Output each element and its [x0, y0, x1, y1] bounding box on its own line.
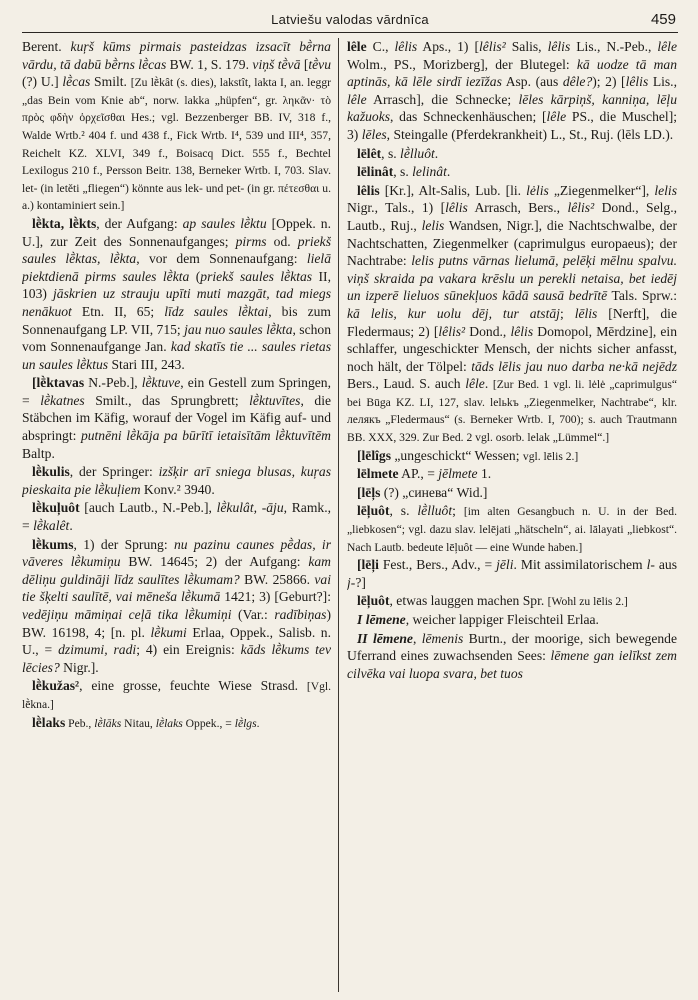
entry-text: (: [189, 268, 201, 284]
dictionary-entry: [22, 677, 331, 712]
entry-text: kad skatīs tie ... saules rietas un saules lḕktus: [22, 339, 331, 372]
entry-text: līdz saules lḕktai: [164, 303, 269, 319]
entry-text: Berent.: [22, 39, 71, 54]
entry-text: , 1) der Sprung:: [73, 536, 174, 552]
entry-text: jēli: [496, 557, 514, 573]
entry-text: lēmene gan ielīkst zem cilvēka vai luopa svara, bet tuos: [347, 648, 677, 681]
dictionary-entry: [347, 484, 677, 502]
headword: [lḕktavas: [32, 375, 85, 391]
entry-text: , s.: [393, 164, 413, 180]
entry-text: lēmenis: [421, 630, 464, 646]
entry-text: Wandsen, Nigr.], die Nachtschwalbe, der Nachtschatten, Ziegenmelker (caprimulgus europaeus); der Nachtrabe:: [347, 217, 677, 269]
entry-text: ap saules lḕktu: [182, 215, 267, 231]
dictionary-entry: [347, 611, 677, 629]
entry-text: , weicher lappiger Fleischteil Erlaa.: [405, 612, 599, 627]
entry-text: [Zu lḕkât (s. dies), lakstît, lakta I, an. leggr „das Bein vom Knie ab“, norw. lakka „hüpfen“, gr. ληκᾶν· τὸ πρὸς φδὴν ὀρχεῖσθαι Hes.; vgl. Bezzenberger BB. IV, 318 f., Walde Wrtb.² 404 f. und 438 f., Fick Wrtb. I⁴, 539 und III⁴, 357, Reichelt KZ. XLVI, 349 f., Boisacq Dict. 555 f., Bechtel Lexilogus 210 f., Persson Beitr. 138, Berneker Wrtb. I, 703. Slav. let- (in letěti „fliegen“) könnte aus lek- und pet- (in gr. πέτεσθαι u. a.) kontaminiert sein.]: [22, 76, 331, 213]
headword: lḕkums: [32, 536, 74, 552]
entry-text: BW. 14645; 2) der Aufgang:: [120, 554, 309, 570]
dictionary-entry: [347, 182, 677, 446]
entry-text: jau nuo saules lḕkta: [184, 321, 293, 337]
headword: lēlmete: [357, 466, 399, 482]
entry-text: tāds lēlis jau nuo darba ne·kā nejēdz: [471, 358, 677, 374]
entry-text: .: [256, 716, 260, 730]
entry-text: ?]: [355, 574, 366, 590]
entry-text: lḕktuve: [141, 375, 181, 391]
entry-text: .: [484, 376, 493, 392]
entry-text: , s.: [389, 503, 418, 519]
headword: [lēlîgs: [357, 447, 391, 463]
entry-text: kuŗš kūms pirmais pasteidzas izsacīt bḕrna vārdu, tā dabū bḕrns lḕcas: [22, 39, 331, 72]
entry-text: Nitau,: [121, 716, 156, 730]
entry-text: lêle: [657, 39, 677, 54]
dictionary-entry: [347, 145, 677, 163]
entry-text: , der Aufgang:: [96, 215, 183, 231]
entry-text: , das Schneckenhäuschen; [: [390, 109, 547, 125]
entry-text: Nigr.].: [59, 659, 99, 675]
entry-text: ) BW. 16198, 4; [n. pl.: [22, 607, 331, 640]
entry-text: Bers., Laud. S. auch: [347, 376, 466, 392]
entry-text: .: [446, 164, 451, 180]
dictionary-entry: [22, 215, 331, 373]
entry-text: lḕkulât, -āju: [216, 500, 284, 516]
entry-text: lêlis²: [567, 200, 595, 216]
entry-text: Stari III, 243.: [108, 356, 185, 372]
left-column: [22, 38, 331, 994]
headword: II lēmene: [357, 630, 413, 646]
entry-text: (Var.:: [231, 607, 275, 622]
entry-text: lėlis: [526, 182, 549, 198]
entry-text: [Vgl. lḕkna.]: [22, 680, 331, 711]
entry-text: Erlaa, Oppek., Salisb. n. U., =: [22, 624, 331, 658]
entry-text: l-: [646, 557, 655, 573]
running-title: Latviešu valodas vārdnīca: [271, 12, 429, 27]
entry-text: od.: [266, 233, 298, 249]
entry-text: lḕlgs: [234, 716, 257, 730]
entry-text: lelinât: [412, 164, 447, 180]
entry-text: Burtn., der moorige, sich bewegende Uferrand eines zuwachsenden Sees:: [347, 630, 677, 664]
entry-text: vgl. lēlis 2.]: [522, 449, 579, 463]
entry-text: lēlis: [574, 305, 598, 321]
entry-text: , eine grosse, feuchte Wiese Strasd.: [79, 678, 307, 694]
entry-text: [auch Lautb., N.-Peb.],: [79, 500, 217, 516]
dictionary-entry: [22, 463, 331, 498]
entry-text: Tals. Sprw.:: [607, 288, 677, 304]
entry-text: radībiņas: [274, 607, 327, 622]
headword: lêle: [347, 39, 367, 54]
column-divider: [338, 38, 339, 992]
entry-text: Dond.,: [465, 323, 511, 339]
entry-text: .: [434, 145, 439, 161]
entry-text: lḕktuvītes: [249, 392, 301, 408]
entry-text: lêlis²: [438, 323, 466, 339]
entry-text: , etwas lauggen machen Spr.: [389, 593, 548, 609]
entry-text: (?) U.]: [22, 74, 63, 90]
entry-text: izšķir arī sniega blusas, kuŗas pieskaita pie lḕkuļiem: [22, 464, 331, 497]
entry-text: [im alten Gesangbuch n. U. in der Bed. „liebkosen“; vgl. dazu slav. lelējati „hätscheln“, ai. lālayati „liebkost“. Nach Lautb. bedeute lēļuôt — eine Wunde haben.]: [347, 505, 677, 554]
entry-text: . Mit assimilatorischem: [513, 557, 647, 573]
entry-text: Dond., Selg., Lautb., Ruj.,: [347, 200, 677, 233]
dictionary-entry: [347, 630, 677, 683]
dictionary-entry: [347, 38, 677, 144]
entry-text: [Kr.], Alt-Salis, Lub. [li.: [379, 182, 527, 198]
dictionary-entry: [347, 556, 677, 591]
entry-text: Lis.,: [648, 74, 677, 90]
dictionary-entry: [22, 714, 331, 732]
entry-text: Arrasch, Bers.,: [467, 200, 568, 216]
entry-text: kāds lḕkums tev lēcies?: [22, 642, 331, 675]
entry-text: Salis,: [505, 39, 548, 54]
entry-text: [: [300, 56, 309, 72]
entry-text: Lis., N.-Peb.,: [570, 39, 658, 54]
entry-text: „ungeschickt“ Wessen;: [390, 447, 523, 463]
headword: lēlinât: [357, 164, 394, 180]
entry-text: lêlis: [510, 323, 534, 339]
entry-text: .: [69, 518, 73, 534]
entry-text: , schon vom Sonnenaufgange Jan.: [22, 321, 331, 355]
dictionary-entry: [22, 499, 331, 534]
entry-text: , Ramk., =: [22, 500, 331, 534]
entry-text: j-: [347, 574, 356, 590]
entry-text: pirms: [235, 233, 267, 249]
entry-text: lḕlāks: [94, 716, 122, 730]
entry-text: lelis: [421, 217, 445, 233]
entry-text: Wolm., PS., Morizberg], der Blutegel:: [347, 56, 577, 72]
entry-text: lêle: [347, 91, 367, 107]
entry-text: lelis putns vārnas lielumā, pelēķi mēlnu spalvu. viņš skraida pa vakara krēslu un perekli netaisa, bet iedēj un izperē lieluos sūnekļuos kādā sausā bedrītē: [347, 253, 677, 304]
entry-text: N.-Peb.],: [84, 375, 142, 391]
headword: lḕkuļuôt: [32, 500, 80, 516]
entry-text: [Zur Bed. 1 vgl. li. lėlė „caprimulgus“ bei Būga KZ. LI, 127, slav. lelьkъ „Ziegenmelker, Nachtrabe“, klr. лелякъ „Fledermaus“ (s. Berneker Wrtb. I, 700); s. auch Trautmann BB. XXX, 329. Zur Bed. 2 vgl. osorb. lelak „Lümmel“.]: [347, 378, 677, 445]
entry-text: ; 4) ein Ereignis:: [136, 642, 241, 658]
entry-text: jāskrien uz strauju upīti muti mazgāt, tad miegs nenākuot: [22, 286, 331, 319]
entry-text: lêle: [546, 109, 567, 125]
entry-text: Aps., 1) [: [417, 39, 479, 54]
entry-text: Konv.² 3940.: [140, 481, 215, 497]
entry-text: lḕlluôt: [417, 503, 453, 519]
entry-text: Fest., Bers., Adv., =: [378, 557, 497, 573]
dictionary-entry: [347, 163, 677, 181]
entry-text: lêlis: [547, 39, 571, 54]
entry-text: Etn. II, 65;: [71, 303, 165, 319]
headword: lḕlaks: [32, 714, 66, 730]
entry-text: lḕkumi: [150, 624, 187, 640]
entry-text: Asp. (aus: [501, 74, 563, 90]
entry-text: 1421; 3) [Geburt?]:: [220, 589, 331, 605]
dictionary-entry: [22, 536, 331, 677]
entry-text: 1.: [477, 466, 492, 482]
dictionary-entry: [347, 502, 677, 555]
headword: lḕkužas²: [32, 678, 80, 694]
entry-text: AP., =: [398, 466, 439, 482]
entry-text: „Ziegenmelker“],: [548, 182, 655, 198]
entry-text: ); 2) [: [592, 74, 626, 90]
entry-text: , die Stäbchen im Käfig, worauf der Vogel im Käfig auf- und abspringt:: [22, 392, 331, 444]
entry-text: aus: [654, 557, 677, 573]
headword: lēļuôt: [357, 503, 390, 519]
entry-text: , Steingalle (Pferdekrankheit) L., St., Ruj. (lēls LD.).: [386, 126, 674, 142]
entry-text: lielā piektdienā pirms saules lḕkta: [22, 251, 331, 284]
entry-text: lḕlaks: [155, 716, 183, 730]
entry-text: lelis: [654, 182, 677, 198]
entry-text: Peb.,: [65, 716, 95, 730]
entry-text: lḕkalêt: [33, 518, 70, 534]
entry-text: , der Springer:: [69, 464, 159, 480]
entry-text: jēlmete: [438, 466, 478, 482]
headword: lêlis: [357, 182, 380, 198]
headword: lēļuôt: [357, 593, 390, 609]
entry-text: [Oppek. n. U.], zur Zeit des Sonnenaufganges;: [22, 215, 331, 249]
dictionary-entry: [347, 465, 677, 483]
entry-text: vai tie šķelti saulītē, vai mēneša lḕkumā: [22, 571, 331, 605]
entry-text: lḕkatnes: [40, 392, 85, 408]
entry-text: [Nerft], die Fledermaus; 2) [: [347, 305, 677, 339]
entry-text: , s.: [381, 145, 401, 161]
entry-text: kā uodze tā man aptinās, kā lēle sirdī iezīžas: [347, 56, 677, 90]
entry-text: dzimumi, radi: [58, 642, 137, 658]
entry-text: lḕlluôt: [400, 145, 435, 161]
entry-text: ,: [412, 630, 422, 646]
entry-text: Baltp.: [22, 445, 55, 461]
entry-text: , ein Gestell zum Springen, =: [22, 375, 331, 408]
entry-text: PS., die Muschel]; 3): [347, 109, 677, 142]
entry-text: vedējiņu māmiņai ceļā tika lḕkumiņi: [22, 607, 232, 622]
entry-text: Oppek., =: [182, 716, 235, 730]
page-header: [22, 8, 678, 33]
entry-text: lêlis: [445, 200, 468, 216]
entry-text: putnēni lḕkāja pa būrītī ietaisītām lḕktuvītēm: [80, 428, 331, 444]
headword: [lēļs: [357, 484, 381, 500]
entry-text: Smilt.: [90, 74, 131, 90]
dictionary-entry: [347, 592, 677, 610]
entry-text: Nigr., Tals., 1) [: [347, 200, 446, 216]
entry-text: lḕcas: [62, 74, 91, 90]
entry-text: lêlis: [625, 74, 649, 90]
entry-text: C.,: [366, 39, 395, 54]
headword: [lēļi: [357, 557, 379, 573]
entry-text: tḕvu: [308, 56, 331, 72]
entry-text: lêlis²: [479, 39, 506, 54]
entry-text: lēles: [361, 126, 387, 142]
entry-text: ;: [559, 305, 575, 321]
entry-text: BW. 1, S. 179.: [166, 56, 253, 72]
entry-text: lêle: [465, 376, 485, 392]
headword: lēlêt: [357, 145, 382, 161]
entry-text: Smilt., das Sprungbrett;: [84, 392, 250, 408]
entry-text: dêle?: [562, 74, 593, 90]
right-column: [347, 38, 677, 994]
dictionary-entry: [347, 447, 677, 465]
entry-text: lēles kārpiņš, kanniņa, lēļu kažuoks: [347, 91, 677, 125]
headword: lḕkta, lḕkts: [32, 215, 97, 231]
dictionary-entry: [22, 374, 331, 462]
entry-text: lêlis: [394, 39, 418, 54]
entry-text: , vor dem Sonnenaufgang:: [136, 251, 307, 267]
entry-text: [Wohl zu lēlis 2.]: [547, 595, 628, 609]
entry-text: priekš saules lḕktas: [200, 268, 313, 284]
entry-text: Domopol, Mērdzine], ein schlaffer, ungeschickter Mensch, der nichts sicher anfasst, noch hält, der Tölpel:: [347, 323, 677, 374]
entry-text: ;: [452, 503, 464, 519]
entry-text: kā lelis, kur uolu dēj, tur atstāj: [347, 305, 560, 321]
entry-text: BW. 25866.: [239, 571, 315, 587]
headword: I lēmene: [357, 612, 406, 627]
entry-text: nu pazinu caunes pḕdas, ir vāveres lḕkumiņu: [22, 536, 331, 570]
entry-text: Arrasch], die Schnecke;: [366, 91, 519, 107]
headword: lḕkulis: [32, 464, 70, 480]
entry-text: priekš saules lḕktas, lḕkta: [22, 233, 331, 267]
entry-text: (?) „синева“ Wid.]: [380, 484, 488, 500]
entry-text: , bis zum Sonnenaufgang LP. VII, 715;: [22, 303, 331, 337]
entry-text: II, 103): [22, 268, 331, 302]
dictionary-entry: [22, 38, 331, 214]
page-number: 459: [650, 11, 676, 28]
entry-text: viņš tḕvā: [252, 56, 301, 72]
entry-text: kam dēliņu guldināji līdz saulītes lḕkumam?: [22, 554, 331, 587]
